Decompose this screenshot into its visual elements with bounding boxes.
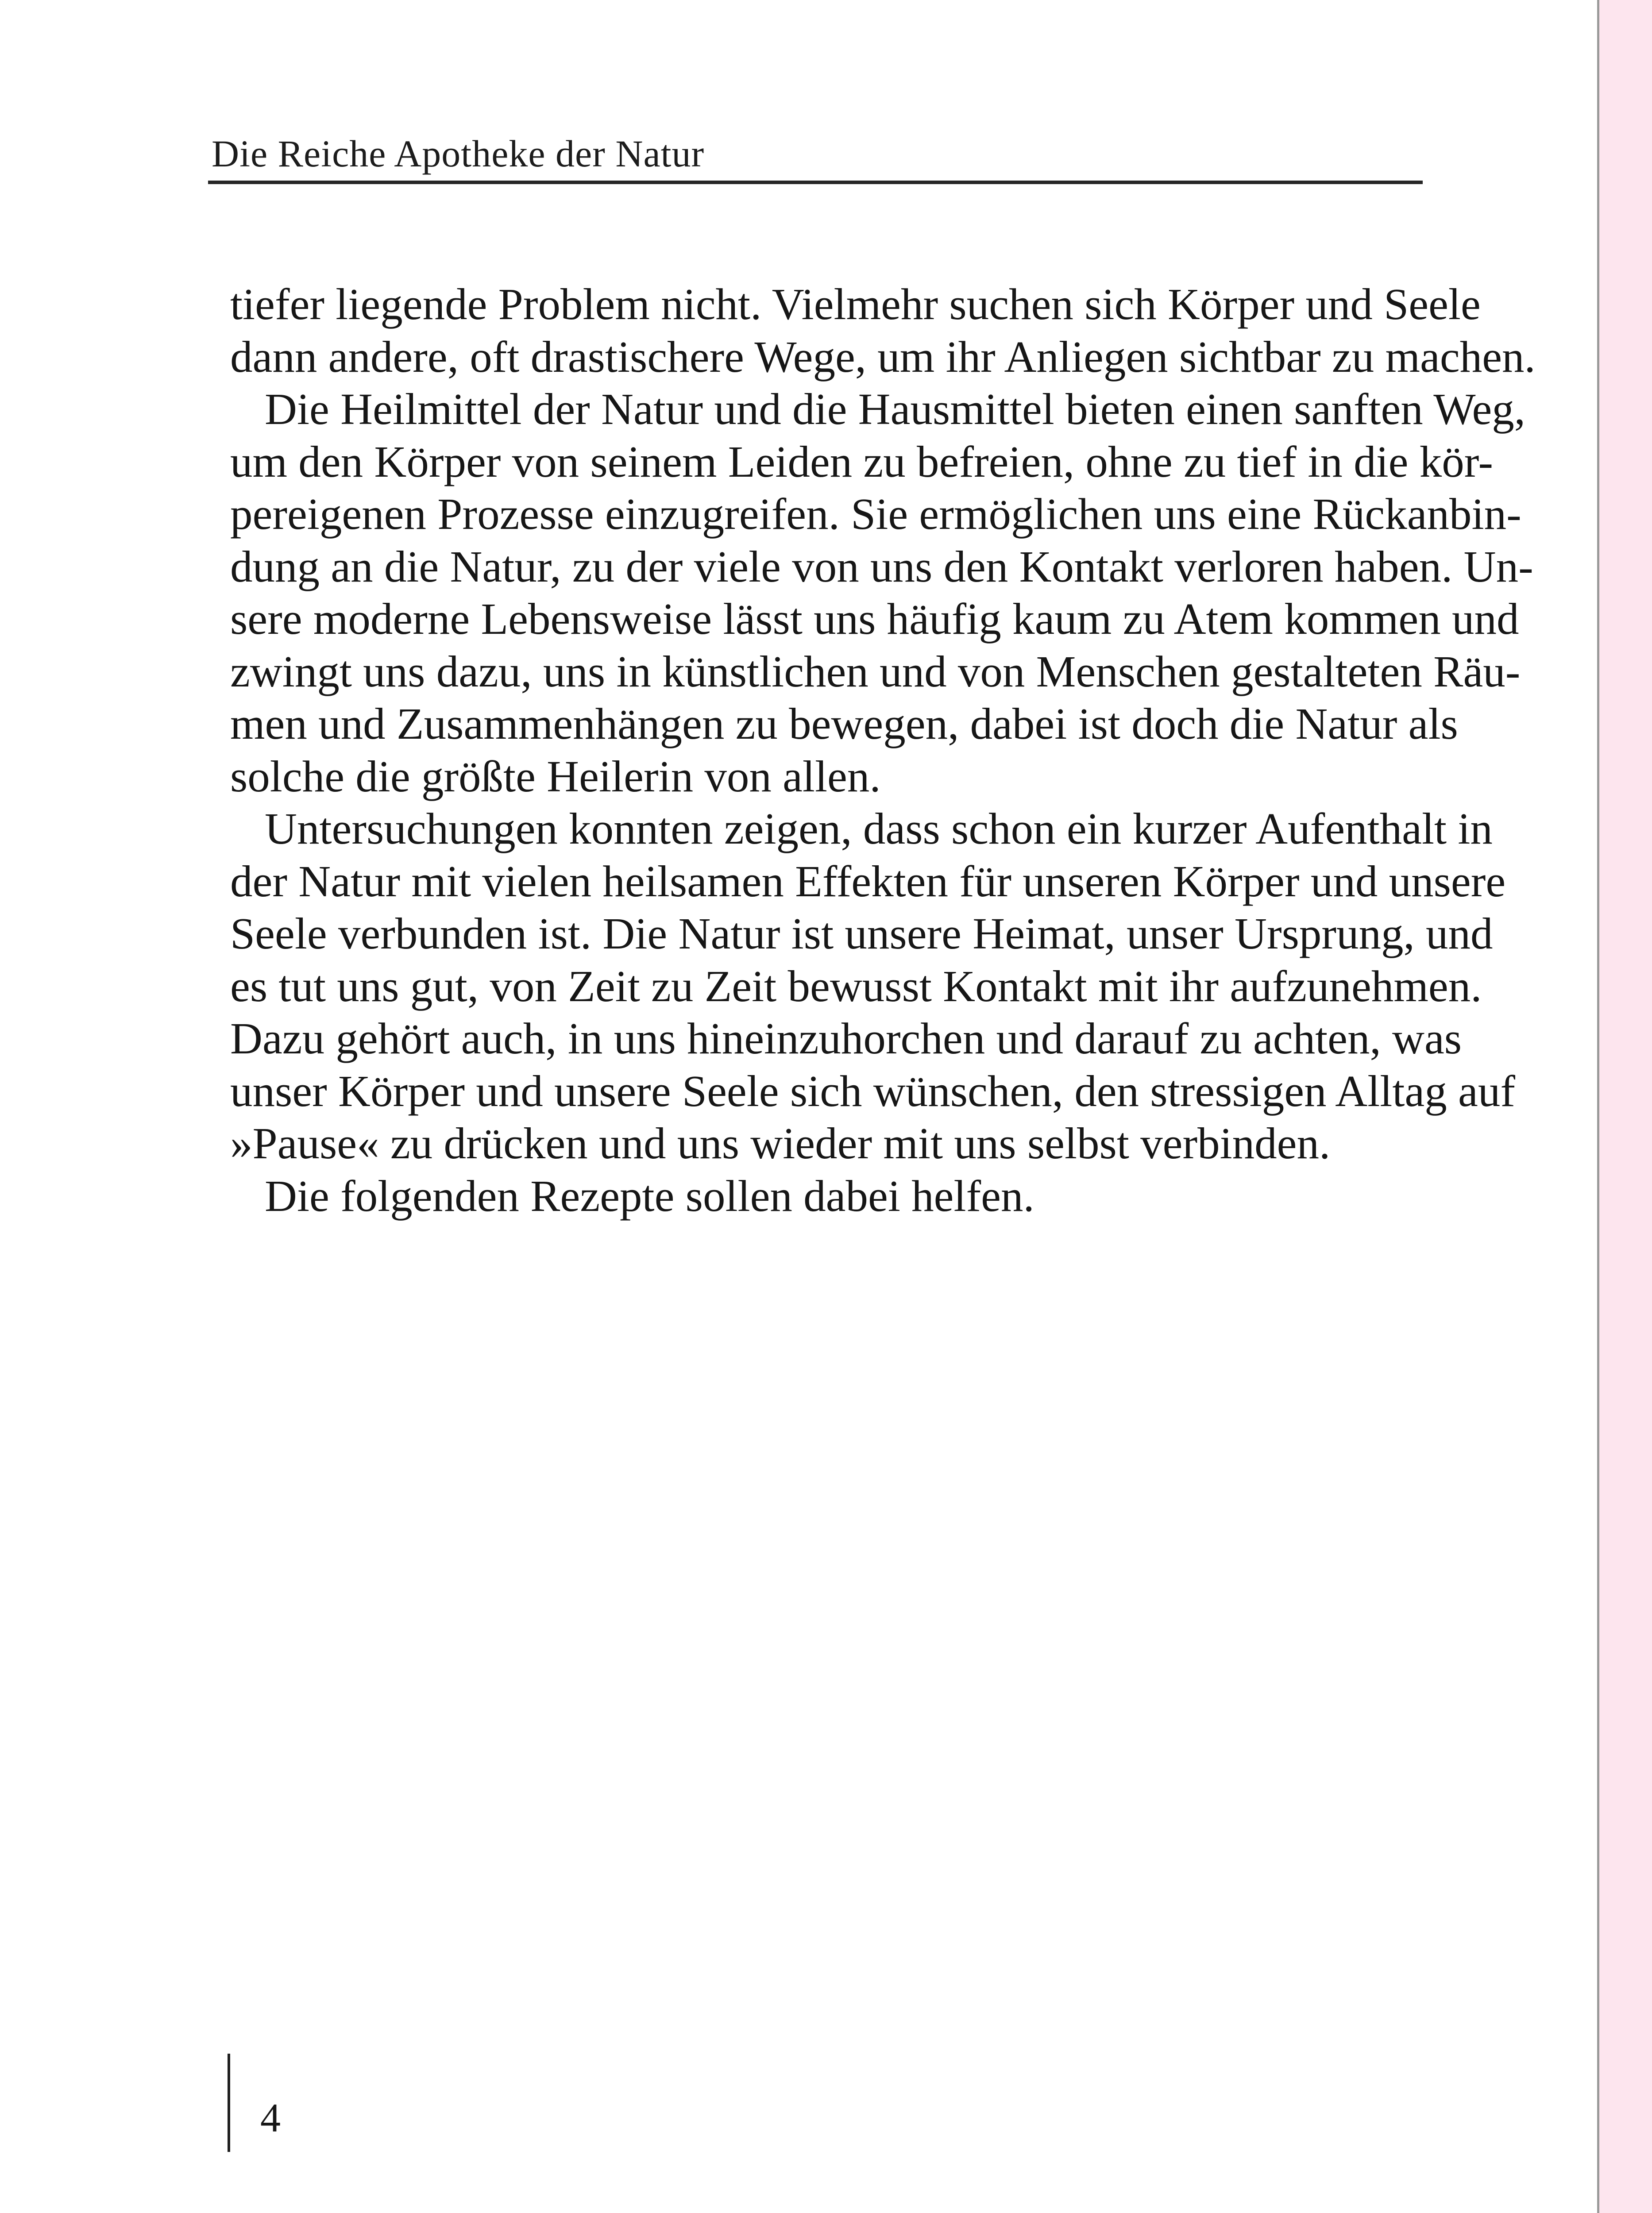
body-line: sere moderne Lebensweise lässt uns häufig kaum zu Atem kommen und (230, 594, 1519, 644)
body-line: pereigenen Prozesse einzugreifen. Sie ermöglichen uns eine Rückanbin- (230, 489, 1521, 539)
body-line: solche die größte Heilerin von allen. (230, 751, 881, 801)
body-line: »Pause« zu drücken und uns wieder mit uns selbst verbinden. (230, 1118, 1331, 1168)
body-line: Die Heilmittel der Natur und die Hausmittel bieten einen sanften Weg, (265, 384, 1526, 434)
body-line: zwingt uns dazu, uns in künstlichen und von Menschen gestalteten Räu- (230, 646, 1521, 696)
body-line: men und Zusammenhängen zu bewegen, dabei ist doch die Natur als (230, 699, 1458, 748)
body-line: es tut uns gut, von Zeit zu Zeit bewusst Kontakt mit ihr aufzunehmen. (230, 961, 1482, 1011)
page-number: 4 (260, 2095, 281, 2140)
body-line: tiefer liegende Problem nicht. Vielmehr suchen sich Körper und Seele (230, 279, 1481, 329)
page-edge-band (1597, 0, 1652, 2213)
body-line: unser Körper und unsere Seele sich wünschen, den stressigen Alltag auf (230, 1066, 1515, 1116)
body-line: Die folgenden Rezepte sollen dabei helfen. (265, 1171, 1034, 1221)
footer-rule (228, 2054, 230, 2152)
header-rule (208, 181, 1423, 184)
body-line: dung an die Natur, zu der viele von uns den Kontakt verloren haben. Un- (230, 541, 1533, 591)
body-line: um den Körper von seinem Leiden zu befreien, ohne zu tief in die kör- (230, 436, 1494, 486)
running-header-title: Die Reiche Apotheke der Natur (212, 132, 705, 175)
body-text (230, 278, 1536, 1222)
body-line: dann andere, oft drastischere Wege, um ihr Anliegen sichtbar zu machen. (230, 332, 1536, 382)
body-line: Dazu gehört auch, in uns hineinzuhorchen und darauf zu achten, was (230, 1014, 1462, 1063)
body-line: Seele verbunden ist. Die Natur ist unsere Heimat, unser Ursprung, und (230, 909, 1493, 958)
body-line: Untersuchungen konnten zeigen, dass schon ein kurzer Aufenthalt in (265, 804, 1493, 853)
body-line: der Natur mit vielen heilsamen Effekten für unseren Körper und unsere (230, 856, 1506, 906)
